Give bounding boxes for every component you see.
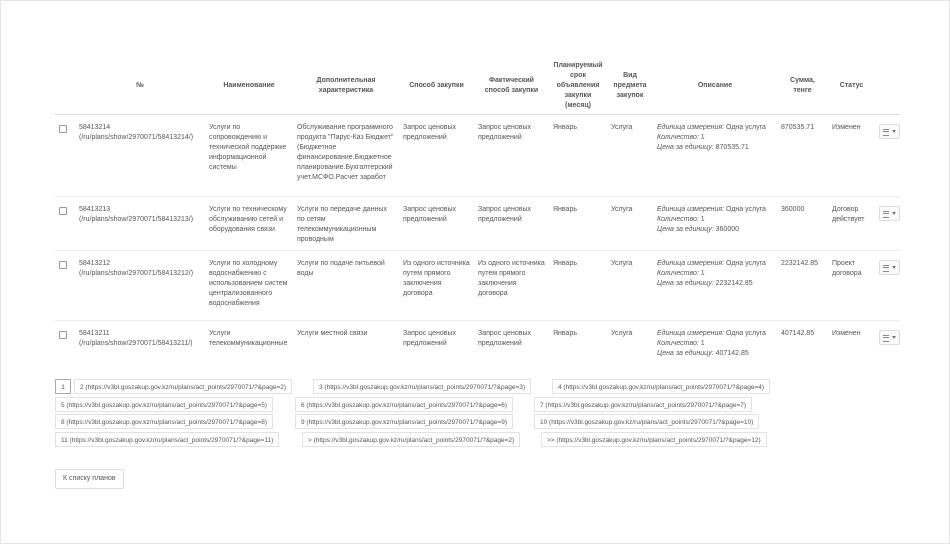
- row-sum: 870535.71: [781, 124, 815, 131]
- menu-icon: [883, 335, 889, 342]
- header-planned-date: Планируемый срок объявления закупки (месяц): [549, 58, 607, 115]
- price-label: Цена за единицу:: [657, 350, 714, 357]
- table-row: [55, 321, 900, 366]
- page-link-last[interactable]: >> (https://v3bl.goszakup.gov.kz/ru/plans/act_points/2970071/?&page=12): [541, 432, 767, 447]
- unit-label: Единица измерения:: [657, 206, 725, 213]
- row-link[interactable]: (/ru/plans/show/2970071/58413214/): [79, 134, 194, 141]
- caret-down-icon: [892, 212, 896, 215]
- row-sum: 407142.85: [777, 321, 828, 366]
- row-status: Договор действует: [828, 197, 875, 251]
- page-link-7[interactable]: 7 (https://v3bl.goszakup.gov.kz/ru/plans/act_points/2970071/?&page=7): [534, 397, 752, 412]
- page-link-10[interactable]: 10 (https://v3bl.goszakup.gov.kz/ru/plans/act_points/2970071/?&page=10): [534, 414, 759, 429]
- page-link-8[interactable]: 8 (https://v3bl.goszakup.gov.kz/ru/plans/act_points/2970071/?&page=8): [55, 414, 273, 429]
- row-actions-dropdown[interactable]: [879, 206, 900, 221]
- price-value: 407142.85: [715, 350, 749, 357]
- header-select: [55, 58, 75, 115]
- price-label: Цена за единицу:: [657, 144, 714, 151]
- row-status: Изменен: [832, 124, 861, 131]
- row-method: Запрос ценовых предложений: [403, 124, 456, 141]
- table-row: [55, 251, 900, 321]
- qty-label: Количество:: [657, 216, 699, 223]
- row-checkbox[interactable]: [59, 125, 67, 133]
- plan-points-table: [55, 58, 900, 366]
- qty-label: Количество:: [657, 270, 699, 277]
- qty-label: Количество:: [657, 134, 699, 141]
- row-description: [653, 321, 777, 366]
- row-name: Услуги по сопровождению и технической поддержке информационной системы: [209, 124, 287, 171]
- row-extra: Обслуживание программного продукта "Парус-Каз Бюджет" (Бюджетное финансирование.Бюджетное планирование.Бухгалтерский учет.МСФО.Расчет заработ: [297, 124, 394, 181]
- row-actions-dropdown[interactable]: [879, 330, 900, 345]
- table-header-row: [55, 58, 900, 115]
- page-link-9[interactable]: 9 (https://v3bl.goszakup.gov.kz/ru/plans/act_points/2970071/?&page=9): [295, 414, 513, 429]
- header-description: Описание: [653, 58, 777, 115]
- price-value: 360000: [715, 226, 739, 233]
- row-actual-method: Из одного источника путем прямого заключения договора: [474, 251, 549, 321]
- header-status: Статус: [828, 58, 875, 115]
- row-actual-method: Запрос ценовых предложений: [474, 321, 549, 366]
- row-sum: 360000: [777, 197, 828, 251]
- row-actions-dropdown[interactable]: [879, 124, 900, 139]
- row-description: [653, 251, 777, 321]
- header-actual-method: Фактический способ закупки: [474, 58, 549, 115]
- header-name: Наименование: [205, 58, 293, 115]
- page-link-next[interactable]: > (https://v3bl.goszakup.gov.kz/ru/plans/act_points/2970071/?&page=2): [302, 432, 520, 447]
- row-extra: Услуги по подаче питьевой воды: [293, 251, 399, 321]
- row-planned: Январь: [549, 197, 607, 251]
- header-actions: [875, 58, 900, 115]
- row-planned: Январь: [549, 321, 607, 366]
- caret-down-icon: [892, 266, 896, 269]
- row-number: 58413213: [79, 206, 111, 213]
- page-link-2[interactable]: 2 (https://v3bl.goszakup.gov.kz/ru/plans/act_points/2970071/?&page=2): [74, 379, 292, 394]
- header-method: Способ закупки: [399, 58, 474, 115]
- page-link-11[interactable]: 11 (https://v3bl.goszakup.gov.kz/ru/plans/act_points/2970071/?&page=11): [55, 432, 279, 447]
- row-number: 58413211: [79, 330, 110, 337]
- table-row: [55, 115, 900, 197]
- row-number: 58413212: [79, 260, 111, 267]
- row-name: Услуги по техническому обслуживанию сетей и оборудования связи: [205, 197, 293, 251]
- menu-icon: [883, 129, 889, 136]
- header-number: №: [75, 58, 205, 115]
- qty-value: 1: [700, 270, 705, 277]
- row-name: Услуги телекоммуникационные: [205, 321, 293, 366]
- row-type: Услуга: [611, 124, 633, 131]
- row-checkbox[interactable]: [59, 331, 67, 339]
- row-description: [653, 197, 777, 251]
- caret-down-icon: [892, 130, 896, 133]
- row-sum: 2232142.85: [777, 251, 828, 321]
- row-type: Услуга: [607, 321, 653, 366]
- row-actions-dropdown[interactable]: [879, 260, 900, 275]
- row-type: Услуга: [607, 251, 653, 321]
- row-status: Проект договора: [828, 251, 875, 321]
- row-type: Услуга: [607, 197, 653, 251]
- unit-value: Одна услуга: [726, 206, 766, 213]
- header-extra: Дополнительная характеристика: [293, 58, 399, 115]
- menu-icon: [883, 265, 889, 272]
- row-method: Запрос ценовых предложений: [399, 321, 474, 366]
- row-checkbox[interactable]: [59, 261, 67, 269]
- caret-down-icon: [892, 336, 896, 339]
- qty-value: 1: [700, 134, 705, 141]
- row-actual-method: Запрос ценовых предложений: [478, 124, 531, 141]
- row-link[interactable]: (/ru/plans/show/2970071/58413211/): [79, 340, 193, 347]
- price-label: Цена за единицу:: [657, 280, 714, 287]
- page-link-3[interactable]: 3 (https://v3bl.goszakup.gov.kz/ru/plans/act_points/2970071/?&page=3): [313, 379, 531, 394]
- back-to-plans-button[interactable]: К списку планов: [55, 469, 124, 489]
- row-actual-method: Запрос ценовых предложений: [474, 197, 549, 251]
- row-name: Услуги по холодному водоснабжению с использованием систем централизованного водоснабжения: [205, 251, 293, 321]
- unit-value: Одна услуга: [726, 260, 766, 267]
- price-value: 870535.71: [715, 144, 749, 151]
- row-link[interactable]: (/ru/plans/show/2970071/58413213/): [79, 216, 194, 223]
- page-link-5[interactable]: 5 (https://v3bl.goszakup.gov.kz/ru/plans/act_points/2970071/?&page=5): [55, 397, 273, 412]
- unit-label: Единица измерения:: [657, 260, 725, 267]
- price-value: 2232142.85: [715, 280, 753, 287]
- row-checkbox[interactable]: [59, 207, 67, 215]
- row-number: 58413214: [79, 124, 111, 131]
- unit-label: Единица измерения:: [657, 124, 725, 131]
- row-extra: Услуги местной связи: [293, 321, 399, 366]
- row-description: [653, 115, 777, 197]
- row-method: Из одного источника путем прямого заключения договора: [399, 251, 474, 321]
- price-label: Цена за единицу:: [657, 226, 714, 233]
- row-planned: Январь: [553, 124, 577, 131]
- qty-value: 1: [700, 216, 705, 223]
- table-row: [55, 197, 900, 251]
- menu-icon: [883, 211, 889, 218]
- unit-label: Единица измерения:: [657, 330, 725, 337]
- page-link-6[interactable]: 6 (https://v3bl.goszakup.gov.kz/ru/plans/act_points/2970071/?&page=6): [295, 397, 513, 412]
- page-link-current[interactable]: 1: [55, 379, 71, 394]
- row-status: Изменен: [828, 321, 875, 366]
- qty-label: Количество:: [657, 340, 699, 347]
- row-extra: Услуги по передаче данных по сетям телекоммуникационным проводным: [293, 197, 399, 251]
- unit-value: Одна услуга: [726, 124, 766, 131]
- header-subject-type: Вид предмета закупок: [607, 58, 653, 115]
- unit-value: Одна услуга: [726, 330, 766, 337]
- header-sum: Сумма, тенге: [777, 58, 828, 115]
- row-planned: Январь: [549, 251, 607, 321]
- row-link[interactable]: (/ru/plans/show/2970071/58413212/): [79, 270, 194, 277]
- row-method: Запрос ценовых предложений: [399, 197, 474, 251]
- page-link-4[interactable]: 4 (https://v3bl.goszakup.gov.kz/ru/plans/act_points/2970071/?&page=4): [552, 379, 770, 394]
- qty-value: 1: [700, 340, 705, 347]
